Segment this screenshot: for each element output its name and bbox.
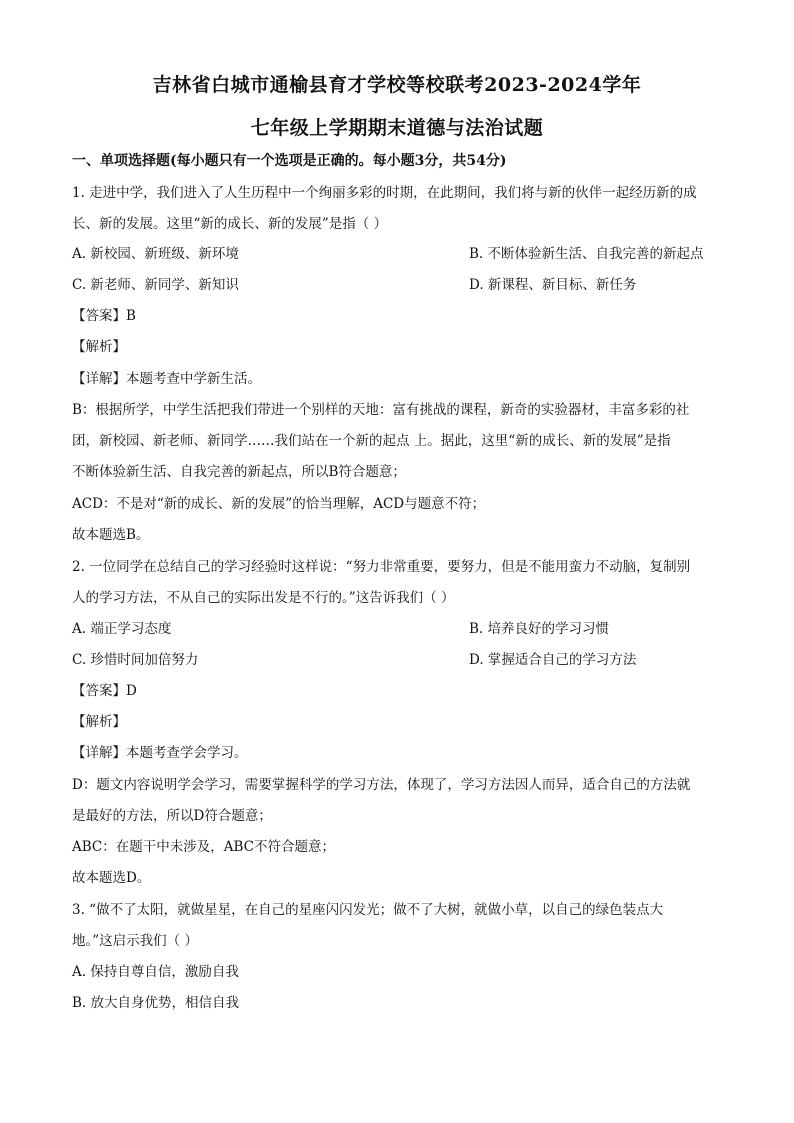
q1-option-d: D. 新课程、新目标、新任务 — [469, 277, 637, 293]
section-heading: 一、单项选择题(每小题只有一个选项是正确的。每小题3分，共54分) — [72, 153, 507, 169]
q2-option-c: C. 珍惜时间加倍努力 — [72, 652, 199, 668]
q1-option-row-2 — [72, 270, 724, 301]
q1-option-c: C. 新老师、新同学、新知识 — [72, 277, 239, 293]
q2-option-d: D. 掌握适合自己的学习方法 — [469, 652, 637, 668]
q1-detail-line-4: 不断体验新生活、自我完善的新起点，所以B符合题意； — [72, 464, 406, 480]
q1-stem-line-2: 长、新的发展。这里“新的成长、新的发展”是指（ ） — [72, 216, 388, 232]
title-line-1: 吉林省白城市通榆县育才学校等校联考2023-2024学年 — [152, 74, 642, 96]
q2-stem-line-2: 人的学习方法，不从自己的实际出发是不行的。”这告诉我们（ ） — [72, 590, 455, 606]
q3-stem-line-1: 3. “做不了太阳，就做星星，在自己的星座闪闪发光；做不了大树，就做小草，以自己的绿色装点大 — [72, 902, 664, 918]
q1-stem-line-1: 1. 走进中学，我们进入了人生历程中一个绚丽多彩的时期，在此期间，我们将与新的伙伴一起经历新的成 — [72, 185, 697, 201]
q1-option-row-1 — [72, 239, 724, 270]
q2-option-row-1 — [72, 614, 724, 645]
q1-detail-line-1: 【详解】本题考查中学新生活。 — [72, 371, 261, 387]
q2-option-row-2 — [72, 645, 724, 676]
q2-detail-line-4: ABC：在题干中未涉及，ABC不符合题意； — [72, 839, 335, 855]
q1-analysis-label: 【解析】 — [72, 339, 126, 355]
q1-option-a: A. 新校园、新班级、新环境 — [72, 246, 239, 262]
q2-option-a: A. 端正学习态度 — [72, 621, 172, 637]
q3-stem-line-2: 地。”这启示我们（ ） — [72, 933, 198, 949]
q1-option-b: B. 不断体验新生活、自我完善的新起点 — [469, 246, 704, 262]
q2-detail-line-2: D：题文内容说明学会学习，需要掌握科学的学习方法，体现了，学习方法因人而异，适合自己的方法就 — [72, 777, 691, 793]
q1-detail-line-5: ACD：不是对“新的成长、新的发展”的恰当理解，ACD与题意不符； — [72, 496, 486, 512]
q1-detail-line-3: 团，新校园、新老师、新同学……我们站在一个新的起点 上。据此，这里“新的成长、新的发展”是指 — [72, 433, 671, 449]
q2-detail-line-5: 故本题选D。 — [72, 870, 151, 886]
q1-detail-line-6: 故本题选B。 — [72, 527, 150, 543]
q2-option-b: B. 培养良好的学习习惯 — [469, 621, 610, 637]
q2-stem-line-1: 2. 一位同学在总结自己的学习经验时这样说：“努力非常重要，要努力，但是不能用蛮力不动脑，复制别 — [72, 559, 691, 575]
q1-detail-line-2: B：根据所学，中学生活把我们带进一个别样的天地：富有挑战的课程，新奇的实验器材，丰富多彩的社 — [72, 402, 690, 418]
title-line-2: 七年级上学期期末道德与法治试题 — [250, 117, 544, 139]
q2-detail-line-3: 是最好的方法，所以D符合题意； — [72, 808, 272, 824]
q2-answer: 【答案】D — [72, 683, 137, 699]
q2-analysis-label: 【解析】 — [72, 714, 126, 730]
q1-answer: 【答案】B — [72, 308, 136, 324]
q3-option-a: A. 保持自尊自信，激励自我 — [72, 964, 239, 980]
q3-option-b: B. 放大自身优势，相信自我 — [72, 995, 240, 1011]
q2-detail-line-1: 【详解】本题考查学会学习。 — [72, 745, 248, 761]
